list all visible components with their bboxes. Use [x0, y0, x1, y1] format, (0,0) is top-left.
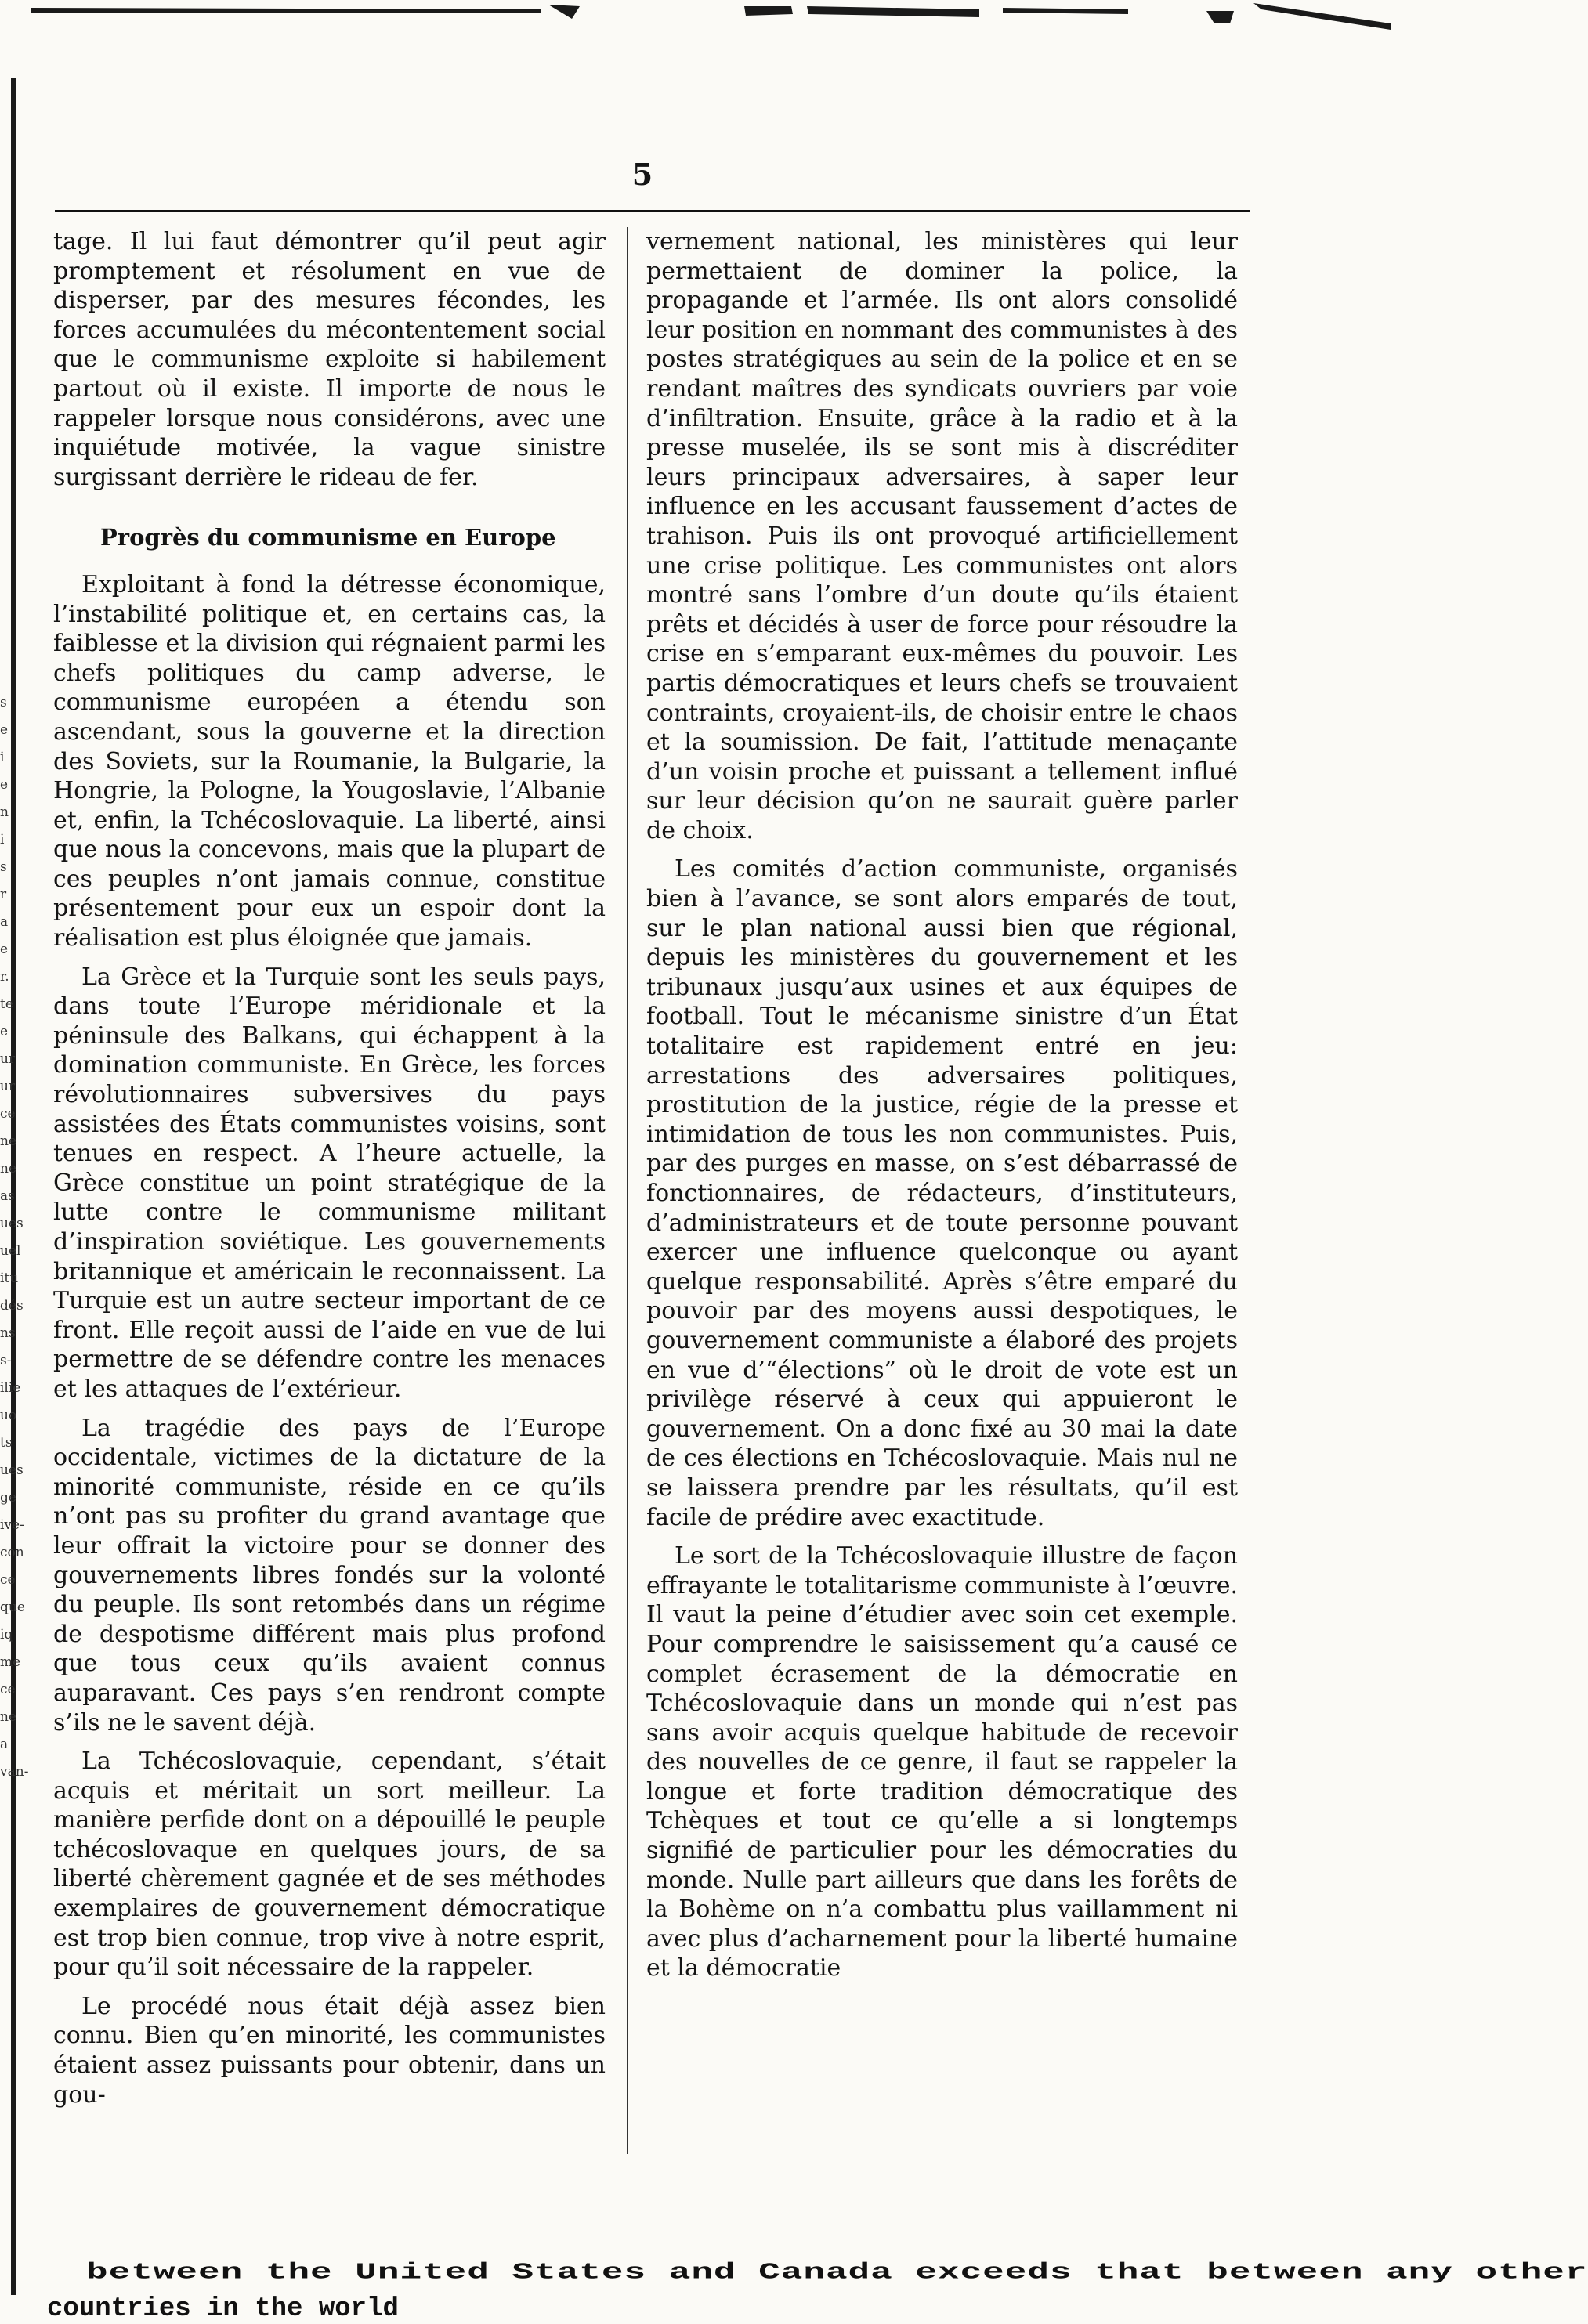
paragraph: vernement national, les ministères qui leur permettaient de dominer la police, la propagande et l’armée. Ils ont alors consolidé leur position en nommant des communistes à des postes stratégiques au sein de la police et en se rendant maîtres des syndicats ouvriers par voie d’infiltration. Ensuite, grâce à la radio et à la presse muselée, ils se sont mis à discréditer leurs principaux adversaires, à saper leur influence en les accusant faussement d’actes de trahison. Puis ils ont provoqué artificiellement une crise politique. Les communistes ont alors montré sans l’ombre d’un doute qu’ils étaient prêts et décidés à user de force pour résoudre la crise en s’emparant eux-mêmes du pouvoir. Les partis démocratiques et leurs chefs se trouvaient contraints, croyaient-ils, de choisir entre le chaos et la soumission. De fait, l’attitude menaçante d’un voisin proche et puissant a tellement influé sur leur décision qu’on ne saurait guère parler de choix.: [646, 228, 1238, 844]
edge-fragment: ive-: [0, 1517, 24, 1533]
edge-fragment: ge: [0, 1490, 16, 1505]
edge-fragment: ts: [0, 1435, 13, 1451]
edge-fragment: ues: [0, 1462, 24, 1478]
page-number: 5: [631, 157, 653, 192]
edge-fragment: n: [0, 804, 9, 820]
edge-fragment: que: [0, 1599, 25, 1615]
edge-fragment: ur: [0, 1079, 16, 1094]
edge-fragment: ne: [0, 1161, 17, 1176]
edge-fragment: te: [0, 996, 13, 1012]
edge-fragment: ns: [0, 1325, 16, 1341]
edge-fragment: me: [0, 1654, 21, 1670]
edge-fragment: uel: [0, 1243, 21, 1259]
edge-fragment: con: [0, 1545, 24, 1560]
edge-fragment: e: [0, 942, 9, 957]
edge-fragment: iq: [0, 1627, 13, 1643]
edge-fragment: van-: [0, 1764, 29, 1780]
edge-fragment: s-: [0, 1353, 12, 1368]
edge-fragment: ilie: [0, 1380, 21, 1396]
edge-fragment: ues: [0, 1216, 24, 1231]
edge-fragment: ce: [0, 1106, 16, 1122]
paragraph: La Tchécoslovaquie, cependant, s’était acquis et méritait un sort meilleur. La manière perfide dont on a dépouillé le peuple tchécoslovaque en quelques jours, de sa liberté chèrement gagnée et de ses méthodes exemplaires de gouvernement démocratique est trop bien connue, trop vive à notre esprit, pour qu’il soit nécessaire de la rappeler.: [53, 1748, 606, 1982]
edge-fragment: r.: [0, 969, 9, 985]
edge-fragment: ce: [0, 1682, 16, 1697]
bottom-bleed-through-text: between the United States and Canada exceeds that between any other: [86, 2260, 1588, 2286]
edge-fragment: e: [0, 777, 9, 793]
top-border-decoration: [0, 0, 1391, 31]
column-divider: [627, 227, 628, 2154]
right-column: [646, 227, 1238, 1993]
bottom-bleed-through-text-2: countries in the world: [47, 2294, 399, 2324]
edge-fragment: ne: [0, 1133, 17, 1149]
section-heading: Progrès du communisme en Europe: [100, 524, 556, 551]
edge-fragment: s: [0, 695, 7, 710]
edge-fragment: i: [0, 832, 5, 848]
paragraph: tage. Il lui faut démontrer qu’il peut agir promptement et résolument en vue de disperser, par des mesures fécondes, les forces accumulées du mécontentement social que le communisme exploite si habilement partout où il existe. Il importe de nous le rappeler lorsque nous considérons, avec une inquiétude motivée, la vague sinistre surgissant derrière le rideau de fer.: [53, 228, 606, 491]
left-column: [53, 227, 606, 2119]
edge-fragment: i: [0, 750, 5, 765]
edge-fragment: uo: [0, 1408, 17, 1423]
paragraph: Le procédé nous était déjà assez bien connu. Bien qu’en minorité, les communistes étaient assez puissants pour obtenir, dans un gou-: [53, 1992, 606, 2109]
edge-fragment: ne: [0, 1709, 17, 1725]
left-margin-bleed-text: [0, 689, 30, 2021]
edge-fragment: itu: [0, 1270, 19, 1286]
edge-fragment: r: [0, 887, 7, 902]
edge-fragment: dés: [0, 1298, 24, 1314]
paragraph: Exploitant à fond la détresse économique, l’instabilité politique et, en certains cas, la faiblesse et la division qui régnaient parmi les chefs politiques du camp adverse, le communisme européen a étendu son ascendant, sous la gouverne et la direction des Soviets, sur la Roumanie, la Bulgarie, la Hongrie, la Pologne, la Yougoslavie, l’Albanie et, enfin, la Tchécoslovaquie. La liberté, ainsi que nous la concevons, mais que la plupart de ces peuples n’ont jamais connue, constitue présentement pour eux un espoir dont la réalisation est plus éloignée que jamais.: [53, 570, 606, 952]
edge-fragment: ur: [0, 1051, 16, 1067]
edge-fragment: as: [0, 1188, 15, 1204]
edge-fragment: a: [0, 914, 9, 930]
paragraph: Le sort de la Tchécoslovaquie illustre de façon effrayante le totalitarisme communiste à l’œuvre. Il vaut la peine d’étudier avec soin cet exemple. Pour comprendre le saisissement qu’a causé ce complet écrasement de la démocratie en Tchécoslovaquie dans un monde qui n’est pas sans avoir acquis quelque habitude de recevoir des nouvelles de ce genre, il faut se rappeler la longue et forte tradition démocratique des Tchèques et tout ce qu’elle a si longtemps signifié de particulier pour les démocraties du monde. Nulle part ailleurs que dans les forêts de la Bohème on n’a combattu plus vaillamment ni avec plus d’acharnement pour la liberté humaine et la démocratie: [646, 1542, 1238, 1982]
paragraph: La tragédie des pays de l’Europe occidentale, victimes de la dictature de la minorité communiste, réside en ce qu’ils n’ont pas su profiter du grand avantage que leur offrait la victoire pour se donner des gouvernements libres fondés sur la volonté du peuple. Ils sont retombés dans un régime de despotisme différent mais plus profond que tous ceux qu’ils avaient connus auparavant. Ces pays s’en rendront compte s’ils ne le savent déjà.: [53, 1414, 606, 1737]
paragraph: La Grèce et la Turquie sont les seuls pays, dans toute l’Europe méridionale et la péninsule des Balkans, qui échappent à la domination communiste. En Grèce, les forces révolutionnaires subversives du pays assistées des États communistes voisins, sont tenues en respect. A l’heure actuelle, la Grèce constitue un point stratégique de la lutte contre le communisme militant d’inspiration soviétique. Les gouvernements britannique et américain le reconnaissent. La Turquie est un autre secteur important de ce front. Elle reçoit aussi de l’aide en vue de lui permettre de se défendre contre les menaces et les attaques de l’extérieur.: [53, 963, 606, 1403]
edge-fragment: e: [0, 722, 9, 738]
header-rule: [55, 210, 1250, 212]
paragraph: Les comités d’action communiste, organisés bien à l’avance, se sont alors emparés de tout, sur le plan national aussi bien que régional, depuis les ministères du gouvernement et les tribunaux jusqu’aux usines et aux équipes de football. Tout le mécanisme sinistre d’un État totalitaire est rapidement entré en jeu: arrestations des adversaires politiques, prostitution de la justice, régie de la presse et intimidation de tous les non communistes. Puis, par des purges en masse, on s’est débarrassé de fonctionnaires, de rédacteurs, d’instituteurs, d’administrateurs et de toute personne pouvant exercer une influence quelconque ou ayant quelque responsabilité. Après s’être emparé du pouvoir par des moyens aussi despotiques, le gouvernement communiste a élaboré des projets en vue d’“élections” où le droit de vote est un privilège réservé à ceux qui appuieront le gouvernement. On a donc fixé au 30 mai la date de ces élections en Tchécoslovaquie. Mais nul ne se laissera prendre par les résultats, qu’il est facile de prédire avec exactitude.: [646, 855, 1238, 1531]
edge-fragment: ce: [0, 1572, 16, 1588]
edge-fragment: a: [0, 1737, 9, 1752]
edge-fragment: s: [0, 859, 7, 875]
edge-fragment: e: [0, 1024, 9, 1039]
